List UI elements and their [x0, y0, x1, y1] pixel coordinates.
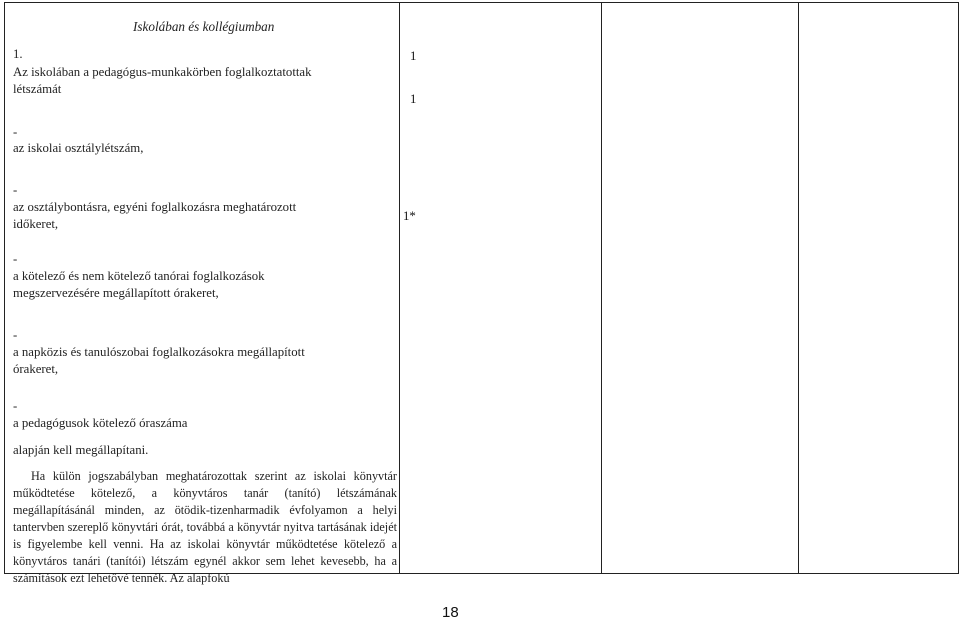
table-column-divider [399, 3, 400, 573]
item-number: 1. [13, 47, 23, 61]
page-number: 18 [442, 604, 459, 621]
body-paragraph: Ha külön jogszabályban meghatározottak szerint az iskolai könyvtár működtetése kötelező, a könyvtáros tanár (tanító) létszámának megállapításánál minden, az ötödik-tizenharmadik évfolyamon a helyi tantervben szereplő könyvtári órát, továbbá a könyvtár nyitva tartásának idejét is figyelembe kell venni. Ha az iskolai könyvtár működtetése kötelező a könyvtáros tanári (tanítói) létszám egynél akkor sem lehet kevesebb, ha a számítások ezt lehetővé tennék. Az alapfokú [13, 469, 397, 585]
table-column-divider [601, 3, 602, 573]
bullet-text: a pedagógusok kötelező óraszáma [13, 416, 188, 430]
value-cell: 1* [403, 209, 416, 223]
value-cell: 1 [410, 49, 417, 63]
bullet-text: a kötelező és nem kötelező tanórai foglalkozások [13, 269, 265, 283]
text-column [9, 3, 397, 585]
table-column-divider [798, 3, 799, 573]
value-cell: 1 [410, 92, 417, 106]
bullet-text: időkeret, [13, 217, 59, 231]
bullet-dash: - [13, 328, 18, 342]
bullet-text: megszervezésére megállapított órakeret, [13, 286, 219, 300]
bullet-text: órakeret, [13, 362, 59, 376]
section-title: Iskolában és kollégiumban [133, 19, 275, 34]
intro-line: Az iskolában a pedagógus-munkakörben foglalkoztatottak [13, 65, 312, 79]
content-table [4, 2, 959, 585]
value-column [403, 3, 593, 575]
intro-line: létszámát [13, 82, 62, 96]
bullet-dash: - [13, 125, 18, 139]
bullet-dash: - [13, 399, 18, 413]
bullet-dash: - [13, 183, 18, 197]
bullet-text: az iskolai osztálylétszám, [13, 141, 144, 155]
closing-line: alapján kell megállapítani. [13, 443, 149, 457]
bullet-text: az osztálybontásra, egyéni foglalkozásra meghatározott [13, 200, 297, 214]
bullet-text: a napközis és tanulószobai foglalkozásokra megállapított [13, 345, 305, 359]
bullet-dash: - [13, 252, 18, 266]
